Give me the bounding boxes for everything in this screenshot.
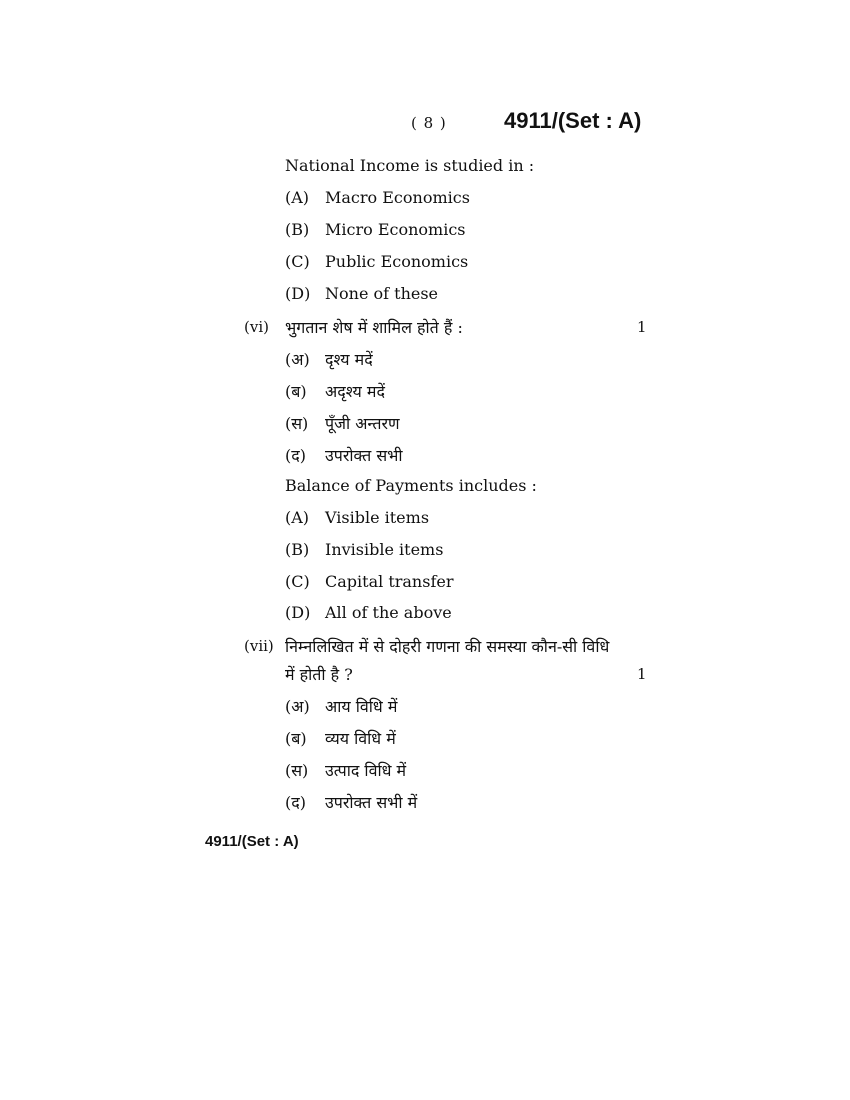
option-label: (C) [285, 572, 310, 591]
option-text: Public Economics [325, 252, 469, 271]
question-stem-hindi: भुगतान शेष में शामिल होते हैं : [285, 318, 463, 337]
question-stem-hindi: निम्नलिखित में से दोहरी गणना की समस्या कौन-सी विधि [285, 637, 610, 656]
question-number: (vi) [244, 318, 269, 336]
option-label: (ब) [285, 382, 307, 401]
question-stem-hindi-line2: में होती है ? [285, 665, 353, 684]
question-number: (vii) [244, 637, 274, 655]
option-text: उत्पाद विधि में [325, 761, 407, 780]
option-text: Invisible items [325, 540, 444, 559]
option-text: उपरोक्त सभी [325, 446, 403, 465]
option-text: अदृश्य मदें [325, 382, 385, 401]
option-label: (D) [285, 603, 311, 622]
option-text: आय विधि में [325, 697, 398, 716]
option-text: उपरोक्त सभी में [325, 793, 418, 812]
option-label: (स) [285, 414, 309, 433]
option-label: (A) [285, 188, 310, 207]
marks: 1 [637, 318, 647, 336]
marks: 1 [637, 665, 647, 683]
option-label: (B) [285, 220, 310, 239]
paper-code-header: 4911/(Set : A) [504, 108, 642, 133]
option-text: व्यय विधि में [325, 729, 396, 748]
option-label: (A) [285, 508, 310, 527]
option-label: (अ) [285, 350, 310, 369]
option-label: (स) [285, 761, 309, 780]
option-text: None of these [325, 284, 439, 303]
option-text: Capital transfer [325, 572, 454, 591]
option-label: (B) [285, 540, 310, 559]
option-text: All of the above [325, 603, 452, 622]
question-stem-english: Balance of Payments includes : [285, 476, 537, 495]
option-label: (C) [285, 252, 310, 271]
paper-code-footer: 4911/(Set : A) [205, 833, 299, 850]
option-text: Macro Economics [325, 188, 470, 207]
option-label: (अ) [285, 697, 310, 716]
option-text: दृश्य मदें [325, 350, 373, 369]
option-label: (द) [285, 793, 306, 812]
option-text: Visible items [325, 508, 430, 527]
page-number: ( 8 ) [411, 114, 447, 132]
option-label: (D) [285, 284, 311, 303]
option-label: (द) [285, 446, 306, 465]
option-label: (ब) [285, 729, 307, 748]
question-stem: National Income is studied in : [285, 156, 535, 175]
option-text: Micro Economics [325, 220, 466, 239]
option-text: पूँजी अन्तरण [325, 414, 400, 433]
